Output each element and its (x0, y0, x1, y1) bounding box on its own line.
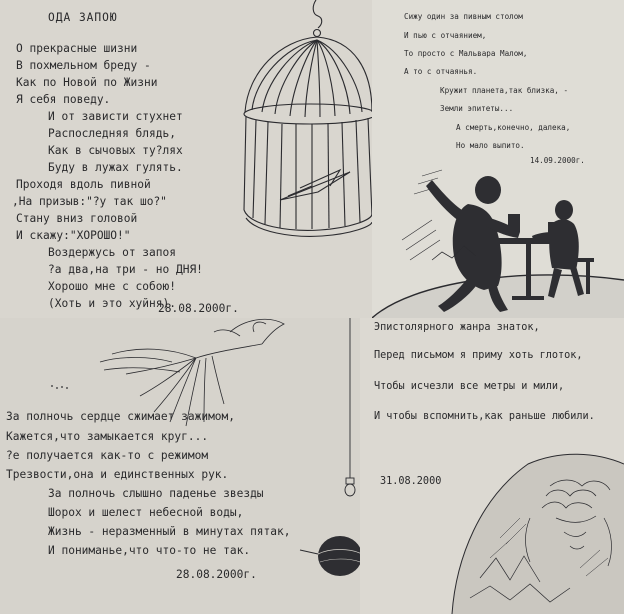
poem3-line: Шорох и шелест небесной воды, (48, 506, 244, 519)
birdcage-icon (0, 0, 372, 318)
poem2-line: То просто с Мальвара Малом, (404, 49, 528, 58)
poem2-line: И пью с отчаянием, (404, 31, 487, 40)
bulb-icon (345, 318, 355, 496)
poem1-line: Воздержусь от запоя (48, 246, 176, 259)
poem1-line: Стану вниз головой (16, 212, 138, 225)
poem4-date: 31.08.2000 (380, 476, 442, 487)
poem2-line: А смерть,конечно, далека, (456, 123, 571, 132)
portrait-icon (360, 318, 624, 614)
poem1-line: Как по Новой по Жизни (16, 76, 158, 89)
poem3-body (0, 318, 291, 557)
panel-midnight (0, 318, 360, 614)
poem2-line: А то с отчаянья. (404, 67, 478, 76)
poem4-line: И чтобы вспомнить,как раньше любили. (374, 411, 595, 422)
poem1-line: Я себя поведу. (16, 93, 111, 106)
poem3-line: Жизнь - неразменный в минутах пятак, (48, 525, 291, 538)
ball-icon (300, 536, 360, 576)
poem4-line: Перед письмом я приму хоть глоток, (374, 350, 583, 361)
poem1-line: О прекрасные шизни (16, 42, 138, 55)
panel-ode (0, 0, 372, 318)
poem1-line: Как в сычовых ту?лях (48, 144, 183, 157)
poem1-line: ,На призыв:"?у так шо?" (12, 195, 167, 208)
poem1-line: ?а два,на три - но ДНЯ! (48, 263, 203, 276)
poem3-date: 28.08.2000г. (176, 568, 257, 581)
panel-epistolary (360, 318, 624, 614)
poem3-line: Трезвости,она и единственных рук. (6, 468, 229, 481)
poem1-line: Хорошо мне с собою! (48, 280, 176, 293)
poem4-line: Эпистолярного жанра знаток, (374, 322, 540, 333)
poem3-line: И пониманье,что что-то не так. (48, 544, 251, 557)
poem1-line: Распоследняя блядь, (48, 127, 176, 140)
panel-table (372, 0, 624, 318)
poem3-line: Кажется,что замыкается круг... (6, 430, 209, 443)
poem1-line: В похмельном бреду - (16, 59, 151, 72)
poem2-line: Но мало выпито. (456, 141, 525, 150)
drinkers-icon (372, 0, 624, 318)
poem2-line: Сижу один за пивным столом (404, 12, 523, 21)
poem2-date: 14.09.2000г. (530, 156, 585, 165)
poem1-line: Проходя вдоль пивной (16, 178, 151, 191)
poem1-title: ОДА ЗАПОЮ (48, 11, 118, 24)
poem1-line: И скажу:"ХОРОШО!" (16, 229, 131, 242)
poem1-line: И от зависти стухнет (48, 110, 183, 123)
poem1-line: (Хоть и это хуйня). (48, 297, 176, 310)
poem4-line: Чтобы исчезли все метры и мили, (374, 381, 565, 392)
poem3-line: ?е получается как-то с режимом (6, 449, 209, 462)
poem1-date: 28.08.2000г. (158, 302, 239, 315)
poem2-line: Земли эпитеты... (440, 104, 514, 113)
poem3-line: За полночь сердце сжимает зажимом, (6, 410, 236, 423)
poem1-line: Буду в лужах гулять. (48, 161, 183, 174)
poem3-line: За полночь слышно паденье звезды (48, 487, 264, 500)
poem2-line: Кружит планета,так близка, - (440, 86, 569, 95)
